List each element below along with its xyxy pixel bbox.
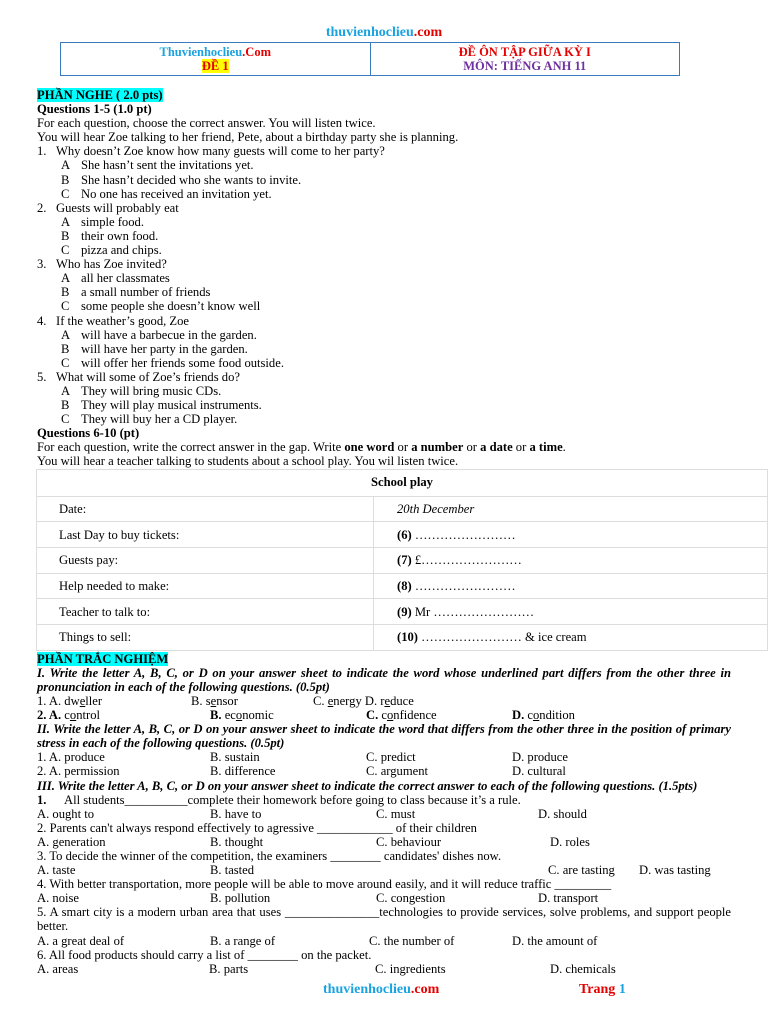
section-1-instructions: I. Write the letter A, B, C, or D on your answer sheet to indicate the word whose underlined part differs from the other three in pronunciation in each of the following questions. (0.5pt)	[37, 665, 731, 694]
answer-option: D. the amount of	[512, 933, 598, 948]
row-label: Guests pay:	[37, 547, 374, 573]
q15-context: You will hear Zoe talking to her friend, Pete, about a birthday party she is planning.	[37, 130, 459, 145]
s2-row: 1. A. produce B. sustain C. predict D. produce	[37, 750, 568, 765]
row-value: (8) ……………………	[374, 573, 768, 599]
q610-instructions: For each question, write the correct answer in the gap. Write one word or a number or a date or a time.	[37, 440, 566, 455]
listening-question: 4. If the weather’s good, Zoe	[37, 313, 190, 328]
table-row	[37, 547, 768, 573]
answer-option: D. chemicals	[550, 961, 616, 976]
answer-option: A will have a barbecue in the garden.	[61, 327, 257, 342]
s2-row: 2. A. permission B. difference C. argument D. cultural	[37, 764, 566, 779]
s3-q1-options	[37, 807, 731, 821]
answer-option: B. pollution	[210, 891, 271, 906]
answer-option: C. congestion	[376, 891, 446, 906]
answer-option: B. tasted	[210, 863, 255, 878]
answer-option: A. noise	[37, 891, 79, 906]
answer-option: A all her classmates	[61, 271, 170, 286]
row-value: (6) ……………………	[374, 522, 768, 548]
row-label: Things to sell:	[37, 624, 374, 650]
s3-q4-options	[37, 891, 731, 905]
answer-option: D. was tasting	[639, 863, 711, 878]
answer-option: A. taste	[37, 863, 76, 878]
answer-option: B a small number of friends	[61, 285, 211, 300]
s3-q4-stem: 4. With better transportation, more people will be able to move around easily, and it will reduce traffic _________	[37, 877, 612, 892]
answer-option: C will offer her friends some food outside.	[61, 355, 284, 370]
s1-row-1: 1. A. dweller B. sensor C. energy D. reduce	[37, 693, 414, 708]
table-row	[37, 573, 768, 599]
row-label: Date:	[37, 496, 374, 522]
answer-option: C. behaviour	[376, 834, 442, 849]
section-3-instructions: III. Write the letter A, B, C, or D on your answer sheet to indicate the correct answer to each of the following questions. (1.5pts)	[37, 778, 698, 793]
s3-q6-stem: 6. All food products should carry a list of ________ on the packet.	[37, 947, 372, 962]
answer-option: C some people she doesn’t know well	[61, 299, 261, 314]
header-box	[60, 42, 680, 76]
table-row	[37, 599, 768, 625]
s3-q6-options	[37, 962, 731, 976]
s3-q2-options	[37, 835, 731, 849]
listening-question: 2. Guests will probably eat	[37, 200, 179, 215]
answer-option: A They will bring music CDs.	[61, 383, 222, 398]
site-name: thuvienhoclieu.com	[325, 25, 443, 40]
s3-q5-options	[37, 934, 731, 948]
answer-option: C. the number of	[369, 933, 455, 948]
listening-question: 5. What will some of Zoe’s friends do?	[37, 369, 240, 384]
answer-option: C. must	[376, 806, 416, 821]
listening-question: 3. Who has Zoe invited?	[37, 257, 167, 272]
row-value: (7) £……………………	[374, 547, 768, 573]
school-play-table	[36, 469, 768, 651]
mc-heading: PHẦN TRẮC NGHIỆM	[37, 651, 169, 666]
section-2-rows	[37, 750, 731, 778]
s1-row-2: 2. A. control B. economic C. confidence D. condition	[37, 708, 575, 723]
answer-option: B. parts	[209, 961, 249, 976]
q15-heading: Questions 1-5 (1.0 pt)	[37, 102, 152, 117]
answer-option: A simple food.	[61, 214, 144, 229]
answer-option: C They will buy her a CD player.	[61, 412, 238, 427]
document-body	[37, 88, 731, 976]
answer-option: C pizza and chips.	[61, 243, 162, 258]
footer-site: thuvienhoclieu.com	[323, 982, 440, 997]
s3-q3-options	[37, 863, 731, 877]
footer-page: Trang 1	[579, 982, 626, 997]
answer-option: A. a great deal of	[37, 933, 125, 948]
answer-option: B will have her party in the garden.	[61, 341, 248, 356]
answer-option: B She hasn’t decided who she wants to invite.	[61, 172, 302, 187]
answer-option: A. areas	[37, 961, 79, 976]
table-row	[37, 522, 768, 548]
s3-q3-stem: 3. To decide the winner of the competition, the examiners ________ candidates' dishes now.	[37, 848, 502, 863]
q15-instructions: For each question, choose the correct answer. You will listen twice.	[37, 116, 376, 131]
listening-heading: PHẦN NGHE ( 2.0 pts)	[37, 88, 163, 102]
listening-question: 1. Why doesn’t Zoe know how many guests will come to her party?	[37, 144, 385, 159]
q610-context: You will hear a teacher talking to students about a school play. You wil listen twice.	[37, 454, 459, 469]
answer-option: A. ought to	[37, 806, 95, 821]
row-label: Last Day to buy tickets:	[37, 522, 374, 548]
answer-option: D. should	[538, 806, 587, 821]
table-title: School play	[37, 469, 768, 496]
q610-heading: Questions 6-10 (pt)	[37, 426, 140, 441]
answer-option: B They will play musical instruments.	[61, 398, 262, 413]
answer-option: D. roles	[550, 834, 590, 849]
table-row	[37, 624, 768, 650]
s3-q2-stem: 2. Parents can't always respond effectively to agressive ____________ of their children	[37, 820, 477, 835]
s3-q1-stem: 1. All students__________complete their homework before going to class because it’s a rule.	[37, 792, 521, 807]
answer-option: B their own food.	[61, 228, 159, 243]
row-value: 20th December	[374, 496, 768, 522]
answer-option: B. a range of	[210, 933, 276, 948]
row-value: (10) …………………… & ice cream	[374, 624, 768, 650]
answer-option: C No one has received an invitation yet.	[61, 186, 272, 201]
listening-questions	[37, 144, 731, 426]
answer-option: B. have to	[210, 806, 262, 821]
answer-option: A. generation	[37, 834, 106, 849]
row-label: Teacher to talk to:	[37, 599, 374, 625]
section-2-instructions: II. Write the letter A, B, C, or D on your answer sheet to indicate the word that differs from the other three in the position of primary stress in each of the following questions. (0.5pt)	[37, 722, 731, 751]
answer-option: B. thought	[210, 834, 264, 849]
row-value: (9) Mr ……………………	[374, 599, 768, 625]
header-right: ĐỀ ÔN TẬP GIỮA KỲ I MÔN: TIẾNG ANH 11	[370, 43, 680, 75]
answer-option: C. ingredients	[375, 961, 446, 976]
header-left: Thuvienhoclieu.Com ĐỀ 1	[159, 45, 271, 73]
answer-option: A She hasn’t sent the invitations yet.	[61, 158, 254, 173]
row-label: Help needed to make:	[37, 573, 374, 599]
answer-option: D. transport	[538, 891, 599, 906]
answer-option: C. are tasting	[548, 863, 615, 878]
s3-q5-stem: 5. A smart city is a modern urban area that uses _______________technologies to provide services, solve problems, and support people better.	[37, 905, 731, 934]
table-row	[37, 496, 768, 522]
